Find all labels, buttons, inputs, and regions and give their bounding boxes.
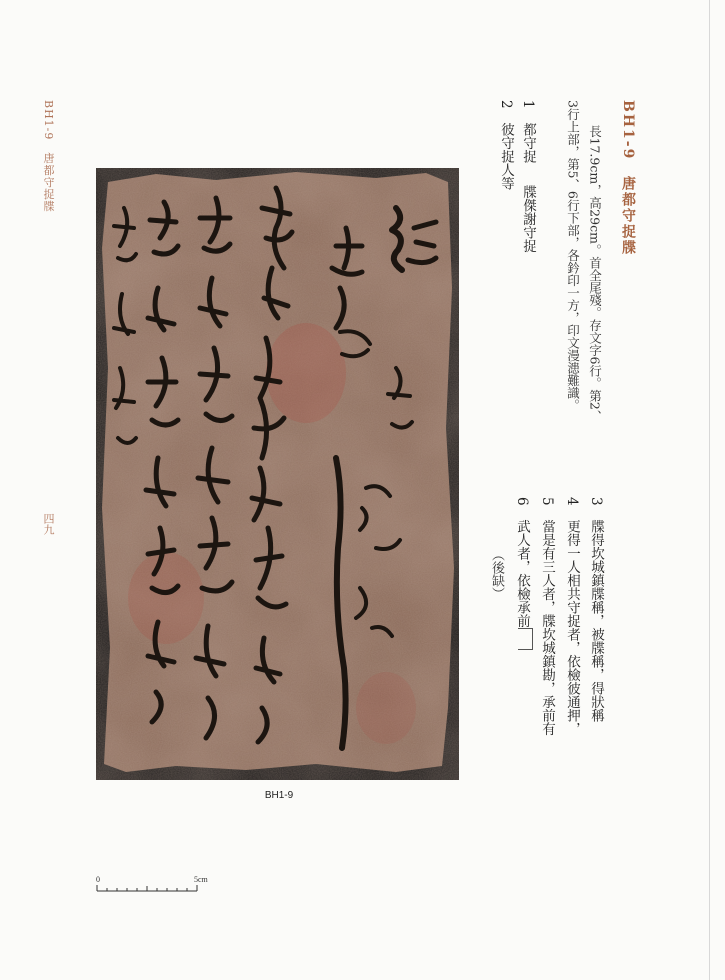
entry-title-text: 唐都守捉牒 [620,176,636,257]
line-text: 當是有三人者，牒坎城鎮勘，承前有 [539,519,555,736]
lacuna-mark [518,628,533,650]
transcription-line-5 [537,497,557,736]
line-text: 牒得坎城鎮牒稱，被牒稱，得狀稱 [588,519,604,723]
description-line-2: 3行上部，第5、6行下部，各鈐印一方，印文漫漶難識。 [565,100,581,412]
entry-title [618,100,638,256]
line-text: 武人者，依檢承前 [514,519,530,628]
line-number: 3 [588,497,604,506]
page-number: 四九 [42,513,55,535]
running-head: BH1-9 唐都守捉牒 [42,100,55,213]
transcription-line-2 [496,100,516,190]
scale-start-label: 0 [96,875,100,884]
description-line-1: 長17.9cm，高29cm。首全尾殘。存文字6行。第2、 [587,125,603,423]
transcription-line-6 [512,497,533,650]
page-edge-rule [709,0,710,980]
line-number: 2 [498,100,514,109]
line-text-part2: 牒傑謝守捉 [520,185,536,253]
line-text: 都守捉 [520,122,536,164]
photo-caption: BH1-9 [264,790,294,801]
transcription-line-4 [562,497,582,736]
entry-id: BH1-9 [620,100,636,161]
transcription-line-1 [518,100,538,253]
line-text: 更得一人相共守捉者，依檢彼通押， [564,519,580,736]
transcription-line-3 [586,497,606,722]
line-number: 6 [514,497,530,506]
line-text: 彼守捉人等 [498,122,514,191]
scale-bar [96,875,226,905]
manuscript-photo [96,168,459,780]
missing-note: （後缺） [489,548,504,600]
line-number: 4 [564,497,580,506]
scale-end-label: 5cm [194,875,208,884]
line-number: 5 [539,497,555,506]
line-number: 1 [520,100,536,109]
